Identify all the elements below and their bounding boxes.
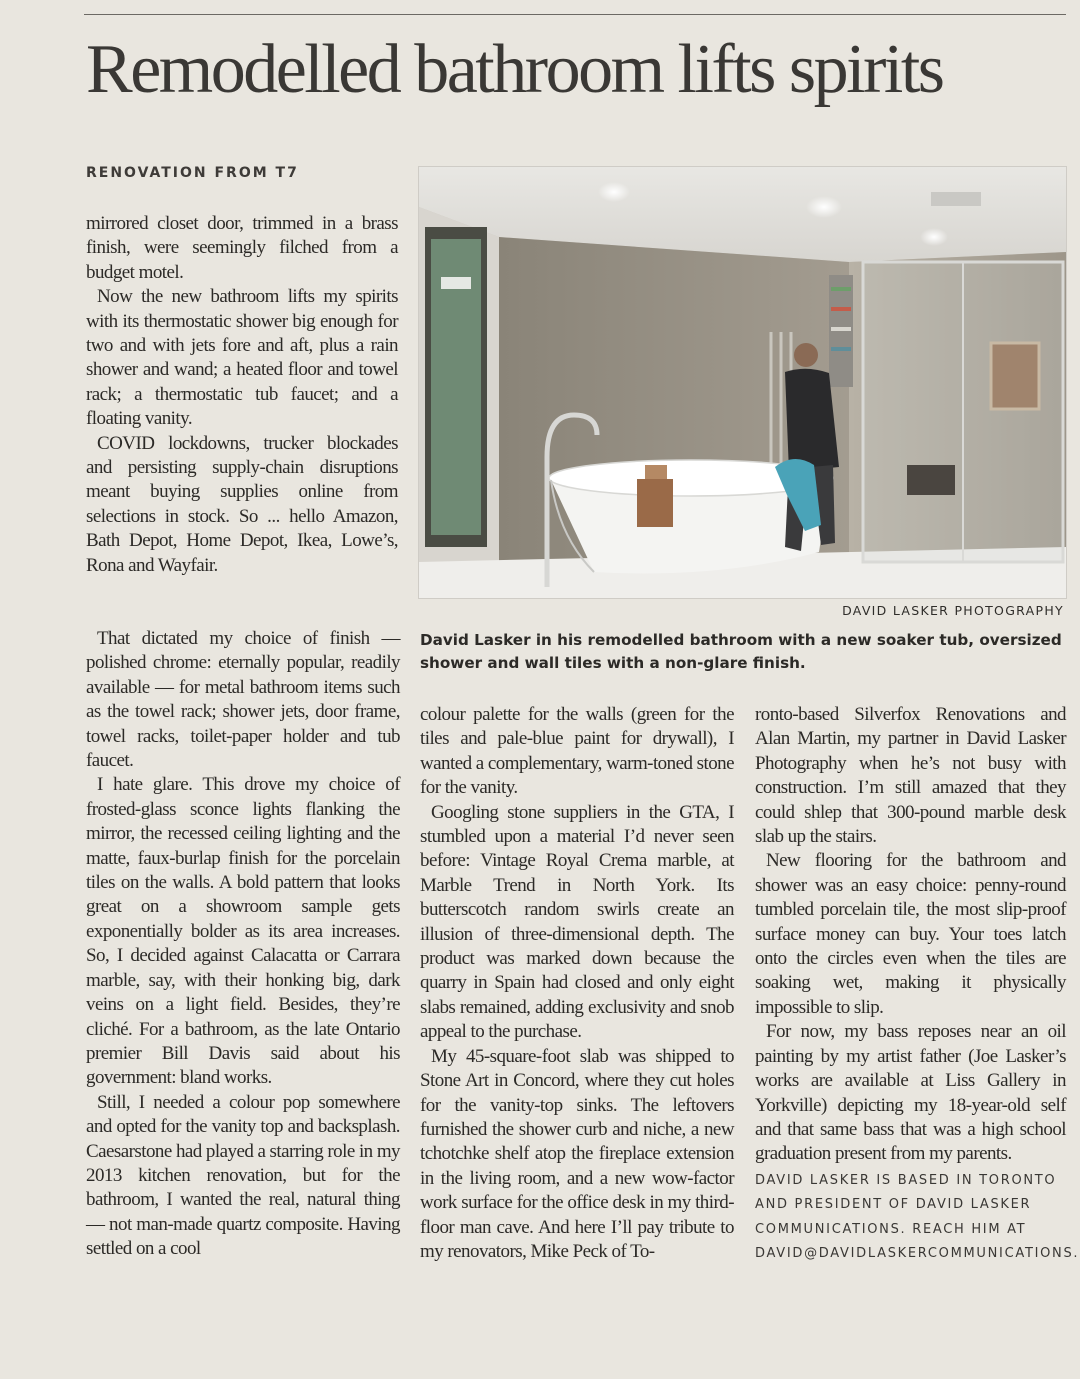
paragraph: Now the new bathroom lifts my spirits with its thermostatic shower big enough for two and with jets fore and aft, plus a rain shower and wand; a heated floor and towel rack; a thermostatic tub faucet; and a floating vanity.: [86, 286, 398, 430]
paragraph: Googling stone suppliers in the GTA, I stumbled upon a material I’d never seen before: Vintage Royal Crema marble, at Marble Trend in North York. Its butterscotch random swirls create an illusion of three-dimensional depth. The product was marked down because the quarry in Spain had closed and only eight slabs remained, adding exclusivity and snob appeal to the purchase.: [420, 801, 734, 1043]
bathroom-photo: [418, 166, 1067, 599]
paragraph: My 45-square-foot slab was shipped to Stone Art in Concord, where they cut holes for the vanity-top sinks. The leftovers furnished the shower curb and niche, a new tchotchke shelf atop the fireplace extension in the living room, and a new wow-factor work surface for the office desk in my third-floor man cave. And here I’ll pay tribute to my renovators, Mike Peck of To-: [420, 1045, 734, 1262]
paragraph: colour palette for the walls (green for the tiles and pale-blue paint for drywall), I wanted a complementary, warm-toned stone for the vanity.: [420, 704, 734, 799]
kicker-renovation-from-t7: RENOVATION FROM T7: [86, 165, 299, 181]
column-1-top: [86, 212, 398, 578]
author-bio: DAVID LASKER IS BASED IN TORONTO AND PRESIDENT OF DAVID LASKER COMMUNICATIONS. REACH HIM AT DAVID@DAVIDLASKERCOMMUNICATIONS.: [755, 1172, 1080, 1261]
paragraph: mirrored closet door, trimmed in a brass finish, were seemingly filched from a budget motel.: [86, 213, 398, 283]
column-1-bottom: [86, 627, 400, 1262]
paragraph: New flooring for the bathroom and shower was an easy choice: penny-round tumbled porcelain tile, the most slip-proof surface money can buy. Your toes latch onto the circles even when the tiles are soaking wet, making it physically impossible to slip.: [755, 850, 1066, 1018]
photo-credit: DAVID LASKER PHOTOGRAPHY: [842, 603, 1064, 618]
paragraph: For now, my bass reposes near an oil painting by my artist father (Joe Lasker’s works are available at Liss Gallery in Yorkville) depicting my 18-year-old self and that same bass that was a high school graduation present from my parents.: [755, 1021, 1066, 1165]
top-rule: [84, 14, 1066, 15]
headline: Remodelled bathroom lifts spirits: [86, 31, 943, 108]
paragraph: ronto-based Silverfox Renovations and Alan Martin, my partner in David Lasker Photography when he’s not busy with construction. I’m still amazed that they could shlep that 300-pound marble desk slab up the stairs.: [755, 704, 1066, 848]
column-2: [420, 703, 734, 1264]
paragraph: COVID lockdowns, trucker blockades and persisting supply-chain disruptions meant buying supplies online from selections in stock. So ... hello Amazon, Bath Depot, Home Depot, Ikea, Lowe’s, Rona and Wayfair.: [86, 432, 398, 576]
paragraph: I hate glare. This drove my choice of frosted-glass sconce lights flanking the mirror, the recessed ceiling lighting and the matte, faux-burlap finish for the porcelain tiles on the walls. A bold pattern that looks great on a showroom sample gets exponentially bolder as its area increases. So, I decided against Calacatta or Carrara marble, say, with their honking big, dark veins on a light field. Besides, they’re cliché. For a bathroom, as the late Ontario premier Bill Davis said about his government: bland works.: [86, 774, 400, 1089]
photo-caption: David Lasker in his remodelled bathroom with a new soaker tub, oversized shower and wall tiles with a non-glare finish.: [420, 631, 1062, 672]
paragraph: That dictated my choice of finish — polished chrome: eternally popular, readily available — for metal bathroom items such as the towel rack; shower jets, door frame, towel racks, toilet-paper holder and tub faucet.: [86, 628, 400, 772]
column-3: [755, 703, 1080, 1266]
paragraph: Still, I needed a colour pop somewhere and opted for the vanity top and backsplash. Caesarstone had played a starring role in my 2013 kitchen renovation, but for the bathroom, I wanted the real, natural thing — not man-made quartz composite. Having settled on a cool: [86, 1091, 400, 1260]
